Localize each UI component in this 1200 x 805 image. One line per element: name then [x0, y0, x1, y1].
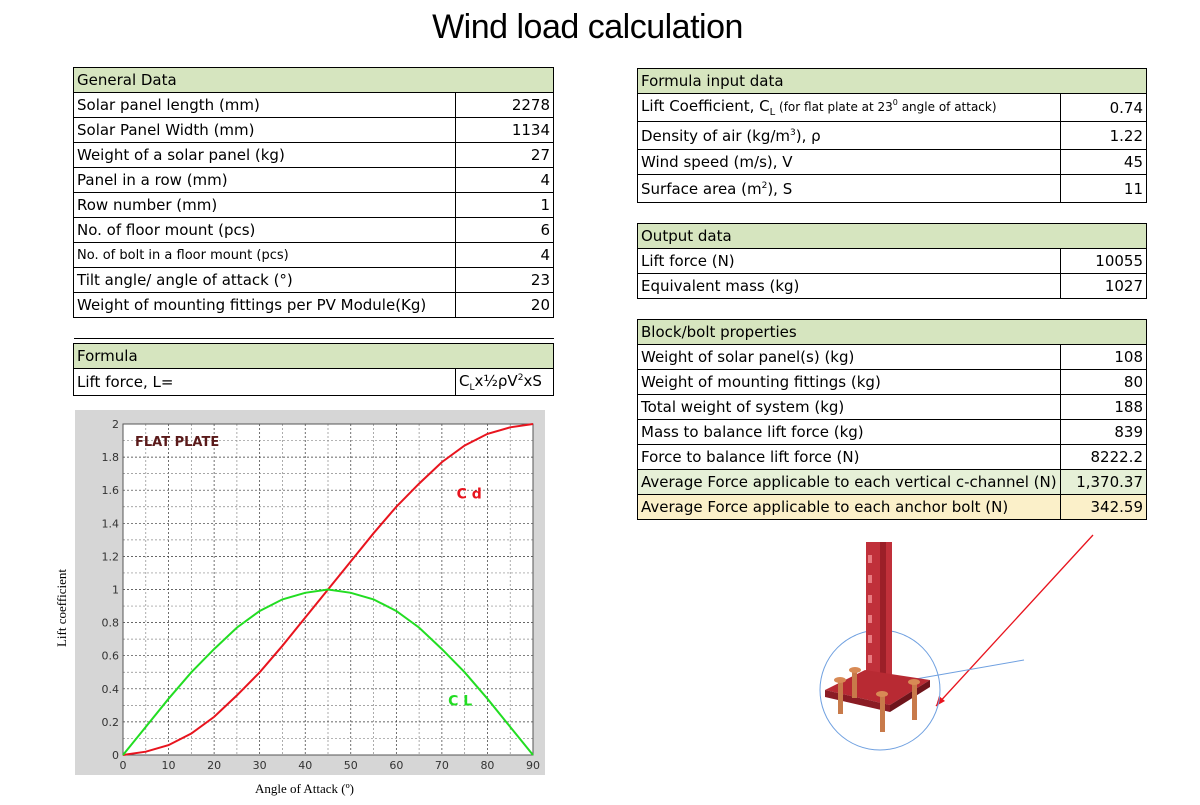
y-tick-label: 1.8	[101, 451, 119, 465]
output-row	[638, 249, 1147, 274]
row-label: Row number (mm)	[74, 193, 456, 218]
callout-line	[910, 660, 1024, 680]
row-label: Weight of mounting fittings (kg)	[638, 370, 1061, 395]
c-channel-inner	[880, 542, 886, 690]
table-row	[74, 243, 554, 268]
row-value: 839	[1060, 420, 1146, 445]
table-row	[74, 268, 554, 293]
formula-input-table	[637, 68, 1147, 520]
table-row	[638, 395, 1147, 420]
input-label: Wind speed (m/s), V	[638, 150, 1061, 175]
x-tick-label: 80	[480, 759, 495, 772]
table-row	[638, 370, 1147, 395]
cl-series-label: C L	[448, 693, 473, 710]
block-header-row	[638, 320, 1147, 345]
output-header-row	[638, 224, 1147, 249]
x-tick-label: 0	[119, 759, 127, 772]
general-data-table	[73, 67, 554, 339]
output-header: Output data	[638, 224, 1147, 249]
formula-input-header: Formula input data	[638, 69, 1147, 94]
row-value: 8222.2	[1060, 445, 1146, 470]
table-row	[74, 168, 554, 193]
table-row	[638, 345, 1147, 370]
output-label: Lift force (N)	[638, 249, 1061, 274]
input-value: 45	[1060, 150, 1146, 175]
row-value: 27	[456, 143, 554, 168]
anchor-bolt	[838, 678, 843, 714]
formula-header: Formula	[74, 344, 554, 369]
table-row	[74, 118, 554, 143]
page-title: Wind load calculation	[432, 8, 743, 46]
formula-value: $C_Lx\frac{1}{2}\rho V^2xS$	[456, 369, 554, 396]
row-value: 188	[1060, 395, 1146, 420]
row-value: 2278	[456, 93, 554, 118]
x-tick-label: 70	[434, 759, 449, 772]
y-tick-label: 0.4	[101, 682, 119, 696]
row-label: Weight of solar panel(s) (kg)	[638, 345, 1061, 370]
chart-title: FLAT PLATE	[135, 435, 220, 450]
cd-series-label: C d	[456, 486, 482, 503]
row-value: 1134	[456, 118, 554, 143]
output-row	[638, 274, 1147, 299]
table-row	[74, 293, 554, 318]
output-label: Equivalent mass (kg)	[638, 274, 1061, 299]
formula-row	[74, 369, 554, 396]
y-tick-label: 1.2	[101, 550, 119, 564]
pointer-arrow-head	[936, 696, 945, 706]
row-label: Weight of a solar panel (kg)	[74, 143, 456, 168]
input-label: Lift Coefficient, $C_L$ (for flat plate at $23^0$ angle of attack)	[638, 94, 1061, 122]
row-label: Panel in a row (mm)	[74, 168, 456, 193]
anchor-bolt	[852, 668, 857, 698]
row-value: 342.59	[1060, 495, 1146, 520]
formula-header-row	[74, 344, 554, 369]
y-tick-label: 2	[112, 418, 119, 431]
y-tick-label: 0.2	[101, 715, 119, 729]
spacer-row	[638, 299, 1147, 320]
table-row	[74, 193, 554, 218]
anchor-bolt	[912, 680, 917, 720]
table-row	[74, 218, 554, 243]
input-row-surface-area	[638, 175, 1147, 203]
input-value: 0.74	[1060, 94, 1146, 122]
spacer-row	[638, 203, 1147, 224]
row-value: 1	[456, 193, 554, 218]
input-value: 11	[1060, 175, 1146, 203]
formula-table	[73, 343, 554, 396]
row-value: 80	[1060, 370, 1146, 395]
base-plate	[825, 670, 930, 705]
y-tick-label: 0.8	[101, 616, 119, 630]
y-tick-label: 1.4	[101, 517, 119, 531]
row-label: Mass to balance lift force (kg)	[638, 420, 1061, 445]
row-value: 4	[456, 243, 554, 268]
input-row-density	[638, 122, 1147, 150]
flat-plate-chart	[75, 410, 545, 775]
input-row-lift-coefficient	[638, 94, 1147, 122]
row-value: 23	[456, 268, 554, 293]
general-data-header-row	[74, 68, 554, 93]
formula-input-header-row	[638, 69, 1147, 94]
row-label: Total weight of system (kg)	[638, 395, 1061, 420]
row-label: Average Force applicable to each vertical c-channel (N)	[638, 470, 1061, 495]
anchor-bolt	[880, 692, 885, 732]
block-header: Block/bolt properties	[638, 320, 1147, 345]
row-value: 20	[456, 293, 554, 318]
table-row	[638, 420, 1147, 445]
row-value: 4	[456, 168, 554, 193]
y-tick-label: 0	[112, 749, 119, 762]
row-label: Weight of mounting fittings per PV Module(Kg)	[74, 293, 456, 318]
y-tick-label: 1.6	[101, 484, 119, 498]
table-row	[74, 143, 554, 168]
x-tick-label: 60	[389, 759, 404, 772]
x-axis-label: Angle of Attack (º)	[255, 781, 354, 796]
row-label: Force to balance lift force (N)	[638, 445, 1061, 470]
table-row	[638, 470, 1147, 495]
row-label: Solar panel length (mm)	[74, 93, 456, 118]
x-tick-label: 20	[207, 759, 222, 772]
x-tick-label: 10	[161, 759, 176, 772]
row-value: 1,370.37	[1060, 470, 1146, 495]
row-label: Average Force applicable to each anchor bolt (N)	[638, 495, 1061, 520]
pointer-arrow-line	[936, 535, 1093, 706]
general-data-header: General Data	[74, 68, 554, 93]
output-value: 1027	[1060, 274, 1146, 299]
input-row-wind-speed	[638, 150, 1147, 175]
row-label: Tilt angle/ angle of attack (°)	[74, 268, 456, 293]
bolt-highlight-circle	[820, 630, 940, 750]
y-axis-label: Lift coefficient	[54, 568, 69, 648]
table-row	[74, 93, 554, 118]
x-tick-label: 30	[252, 759, 267, 772]
formula-label: Lift force, L=	[74, 369, 456, 396]
row-label: No. of bolt in a floor mount (pcs)	[74, 243, 456, 268]
output-value: 10055	[1060, 249, 1146, 274]
c-channel-column	[866, 542, 892, 690]
row-value: 108	[1060, 345, 1146, 370]
table-row	[638, 445, 1147, 470]
y-tick-label: 0.6	[101, 649, 119, 663]
row-label: Solar Panel Width (mm)	[74, 118, 456, 143]
y-tick-label: 1	[112, 583, 119, 597]
row-value: 6	[456, 218, 554, 243]
row-label: No. of floor mount (pcs)	[74, 218, 456, 243]
input-value: 1.22	[1060, 122, 1146, 150]
x-tick-label: 50	[343, 759, 358, 772]
x-tick-label: 40	[298, 759, 313, 772]
table-row	[638, 495, 1147, 520]
input-label: Density of air $(kg/m^3)$, ρ	[638, 122, 1061, 150]
x-tick-label: 90	[526, 759, 540, 772]
input-label: Surface area $(m^2)$, S	[638, 175, 1061, 203]
